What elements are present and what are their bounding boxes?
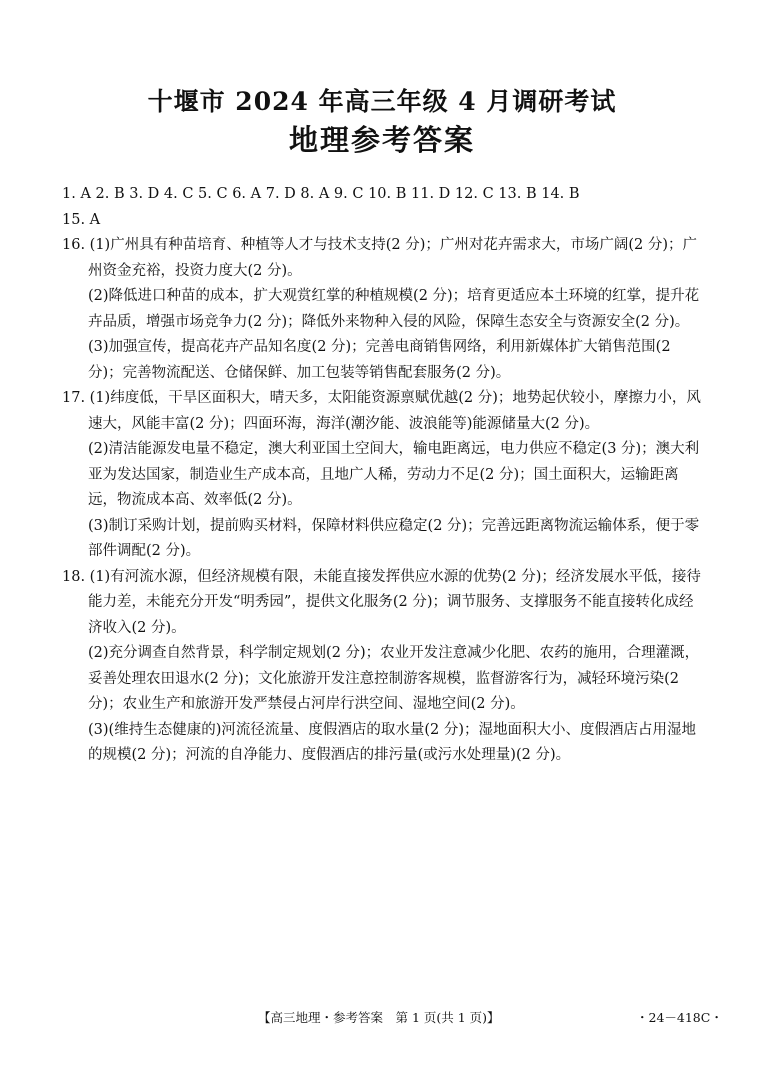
q16-part-1: 16. (1)广州具有种苗培育、种植等人才与技术支持(2 分)；广州对花卉需求大，市场广阔(2 分)；广州资金充裕，投资力度大(2 分)。 — [62, 237, 698, 279]
page-title: 十堰市 2024 年高三年级 4 月调研考试 — [147, 87, 617, 116]
question-18 — [62, 565, 702, 769]
q16-part-3: (3)加强宣传，提高花卉产品知名度(2 分)；完善电商销售网络，利用新媒体扩大销售范围(2 分)；完善物流配送、仓储保鲜、加工包装等销售配套服务(2 分)。 — [88, 339, 671, 381]
page-subtitle: 地理参考答案 — [288, 123, 475, 157]
footer-code: ・24－418C・ — [636, 1010, 723, 1025]
mc-answers-line-1: 1. A 2. B 3. D 4. C 5. C 6. A 7. D 8. A 9. C 10. B 11. D 12. C 13. B 14. B — [62, 186, 580, 202]
q17-part-3: (3)制订采购计划，提前购买材料，保障材料供应稳定(2 分)；完善远距离物流运输体系，便于零部件调配(2 分)。 — [88, 517, 700, 559]
q16-part-2: (2)降低进口种苗的成本，扩大观赏红掌的种植规模(2 分)；培育更适应本土环境的红掌，提升花卉品质，增强市场竞争力(2 分)；降低外来物种入侵的风险，保障生态安全与资源安全(2 分)。 — [88, 288, 700, 330]
mc-answers-line-2: 15. A — [62, 211, 101, 228]
question-17 — [62, 386, 702, 565]
q18-part-1: 18. (1)有河流水源，但经济规模有限，未能直接发挥供应水源的优势(2 分)；经济发展水平低，接待能力差，未能充分开发“明秀园”，提供文化服务(2 分)；调节服务、支撑服务不能直接转化成经济收入(2 分)。 — [62, 568, 701, 636]
q18-part-3: (3)(维持生态健康的)河流径流量、度假酒店的取水量(2 分)；湿地面积大小、度假酒店占用湿地的规模(2 分)；河流的自净能力、度假酒店的排污量(或污水处理量)(2 分)。 — [88, 721, 696, 763]
question-16 — [62, 233, 702, 386]
q17-part-2: (2)清洁能源发电量不稳定，澳大利亚国土空间大，输电距离远，电力供应不稳定(3 分)；澳大利亚为发达国家，制造业生产成本高，且地广人稀，劳动力不足(2 分)；国土面积大，运输距离远，物流成本高、效率低(2 分)。 — [88, 441, 700, 508]
q17-part-1: 17. (1)纬度低，干旱区面积大，晴天多，太阳能资源禀赋优越(2 分)；地势起伏较小，摩擦力小，风速大，风能丰富(2 分)；四面环海，海洋(潮汐能、波浪能等)能源储量大(2 分)。 — [62, 390, 701, 432]
footer-page-info: 【高三地理・参考答案 第 1 页(共 1 页)】 — [258, 1010, 500, 1025]
answer-body — [62, 182, 702, 769]
q18-part-2: (2)充分调查自然背景，科学制定规划(2 分)；农业开发注意减少化肥、农药的施用，合理灌溉，妥善处理农田退水(2 分)；文化旅游开发注意控制游客规模，监督游客行为，减轻环境污染(2 分)；农业生产和旅游开发严禁侵占河岸行洪空间、湿地空间(2 分)。 — [88, 645, 700, 712]
